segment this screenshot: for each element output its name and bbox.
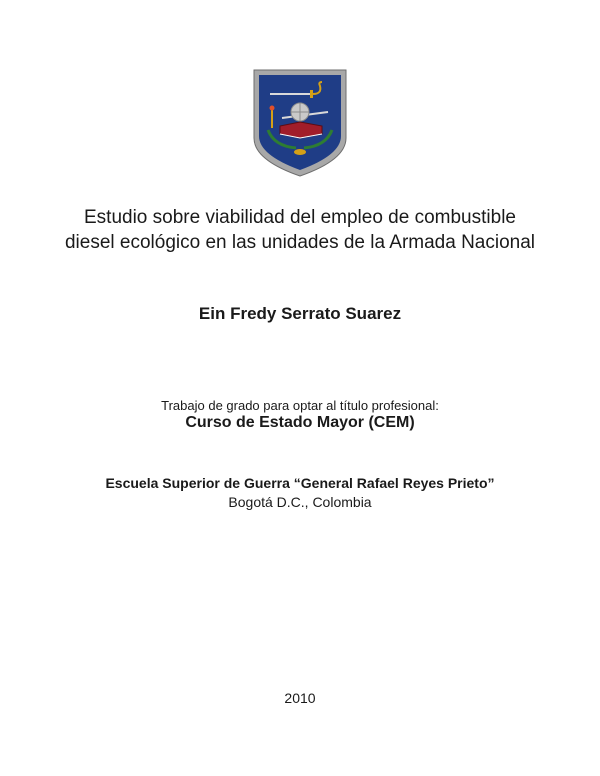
institution-name: Escuela Superior de Guerra “General Rafael Reyes Prieto” [105,475,495,491]
location: Bogotá D.C., Colombia [228,494,372,510]
document-title: Estudio sobre viabilidad del empleo de combustible diesel ecológico en las unidades de la Armada Nacional [64,207,536,253]
author-name: Ein Fredy Serrato Suarez [198,304,402,323]
degree-name: Curso de Estado Mayor (CEM) [185,414,415,431]
year: 2010 [284,690,316,706]
degree-intro: Trabajo de grado para optar al título profesional: [161,398,439,413]
military-school-crest-icon [252,68,348,178]
